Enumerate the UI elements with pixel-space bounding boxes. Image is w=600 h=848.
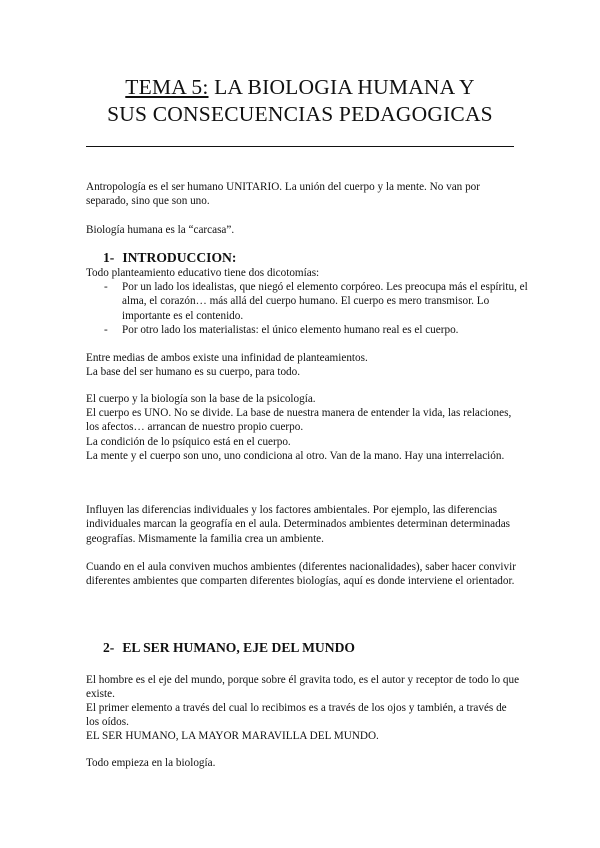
- title-divider: [86, 146, 514, 147]
- section-1-paragraph-a-1: Entre medias de ambos existe una infinidad de planteamientos.: [86, 352, 368, 364]
- section-1-paragraph-b-2: El cuerpo es UNO. No se divide. La base de nuestra manera de entender la vida, las relaciones, los afectos… arrancan de nuestro propio cuerpo.: [86, 407, 512, 434]
- intro-paragraph-2: Biología humana es la “carcasa”.: [86, 224, 235, 236]
- list-item: - Por otro lado los materialistas: el único elemento humano real es el cuerpo.: [104, 324, 459, 336]
- section-1-paragraph-a-2: La base del ser humano es su cuerpo, para todo.: [86, 366, 301, 378]
- section-2-paragraph-a-3: EL SER HUMANO, LA MAYOR MARAVILLA DEL MUNDO.: [86, 730, 379, 742]
- section-1-paragraph-b-4: La mente y el cuerpo son uno, uno condiciona al otro. Van de la mano. Hay una interrelación.: [86, 450, 505, 462]
- section-1-heading: 1- INTRODUCCION:: [103, 250, 237, 265]
- section-1-paragraph-d: Cuando en el aula conviven muchos ambientes (diferentes nacionalidades), saber hacer convivir diferentes ambientes que comparten diferentes biologías, aquí es donde interviene el orientador.: [86, 561, 516, 588]
- section-2-paragraph-b: Todo empieza en la biología.: [86, 757, 216, 769]
- section-2-paragraph-a-2: El primer elemento a través del cual lo recibimos es a través de los ojos y también, a través de los oídos.: [86, 702, 507, 729]
- intro-paragraph-1: Antropología es el ser humano UNITARIO. La unión del cuerpo y la mente. No van por separado, sino que son uno.: [86, 181, 480, 208]
- section-2-paragraph-a-1: El hombre es el eje del mundo, porque sobre él gravita todo, es el autor y receptor de todo lo que existe.: [86, 674, 520, 701]
- section-1-paragraph-c: Influyen las diferencias individuales y los factores ambientales. Por ejemplo, las diferencias individuales marcan la geografía en el aula. Determinados ambientes determinan determinadas geografías. Mismamente la familia crea un ambiente.: [86, 504, 511, 545]
- title-line-1: TEMA 5: LA BIOLOGIA HUMANA Y: [125, 75, 475, 99]
- title-label: TEMA 5:: [125, 75, 209, 99]
- section-2-heading: 2- EL SER HUMANO, EJE DEL MUNDO: [103, 640, 355, 655]
- title-line-2: SUS CONSECUENCIAS PEDAGOGICAS: [107, 102, 493, 126]
- section-1-lead: Todo planteamiento educativo tiene dos dicotomías:: [86, 267, 320, 279]
- section-1-paragraph-b-1: El cuerpo y la biología son la base de la psicología.: [86, 393, 316, 405]
- list-item: - Por un lado los idealistas, que niegó el elemento corpóreo. Les preocupa más el espíritu, el alma, el corazón… más allá del cuerpo humano. El cuerpo es mero transmisor. Lo importante es el contenido.: [104, 281, 528, 322]
- section-1-paragraph-b-3: La condición de lo psíquico está en el cuerpo.: [86, 436, 291, 448]
- page-title: [60, 74, 540, 128]
